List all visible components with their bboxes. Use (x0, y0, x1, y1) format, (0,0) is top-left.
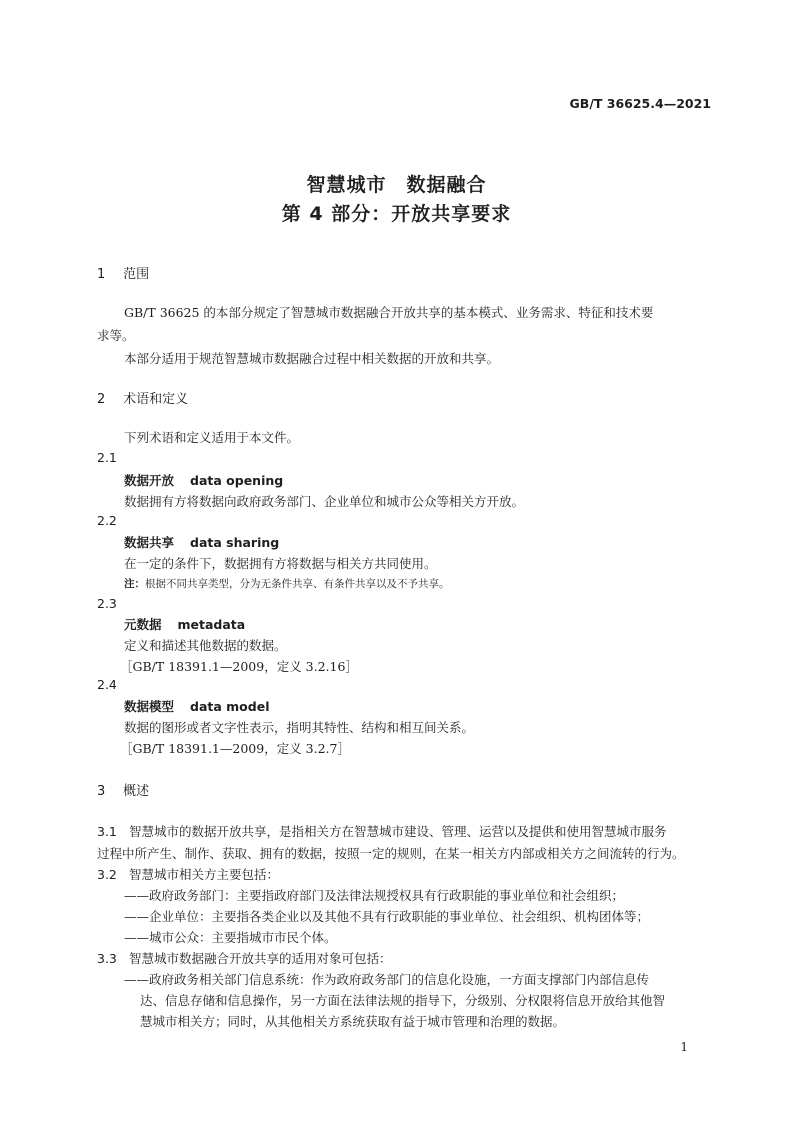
section-3-heading (97, 780, 149, 799)
document-title-line2: 第 4 部分：开放共享要求 (281, 203, 512, 225)
term-en: metadata (177, 617, 246, 632)
clause-text: 智慧城市相关方主要包括： (129, 867, 280, 882)
term-zh: 数据共享 (124, 535, 175, 550)
term-en: data opening (190, 473, 284, 488)
clause-3-3 (97, 949, 392, 967)
clause-number: 3.3 (97, 951, 117, 966)
section-title: 概述 (123, 784, 150, 799)
note-text: 根据不同共享类型，分为无条件共享、有条件共享以及不予共享。 (145, 578, 450, 590)
term-definition: 数据拥有方将数据向政府政务部门、企业单位和城市公众等相关方开放。 (124, 494, 525, 509)
section-2-heading (97, 388, 188, 407)
standard-code: GB/T 36625.4—2021 (569, 96, 711, 111)
clause-text: 智慧城市数据融合开放共享的适用对象可包括： (129, 951, 392, 966)
term-definition: 数据的图形或者文字性表示，指明其特性、结构和相互间关系。 (124, 720, 475, 735)
term-heading (124, 615, 245, 633)
clause-text: 智慧城市的数据开放共享，是指相关方在智慧城市建设、管理、运营以及提供和使用智慧城市服务 (129, 824, 667, 839)
term-number: 2.2 (97, 513, 117, 528)
list-item-continuation: 慧城市相关方；同时，从其他相关方系统获取有益于城市管理和治理的数据。 (140, 1014, 566, 1029)
term-source: ［GB/T 18391.1—2009，定义 3.2.7］ (120, 741, 350, 756)
list-item-continuation: 达、信息存储和信息操作，另一方面在法律法规的指导下，分级别、分权限将信息开放给其他智 (140, 993, 666, 1008)
term-heading (124, 533, 279, 551)
term-note (124, 576, 450, 591)
section-number: 3 (97, 784, 106, 799)
term-zh: 数据开放 (124, 473, 175, 488)
sec1-paragraph-1-line-1: GB/T 36625 的本部分规定了智慧城市数据融合开放共享的基本模式、业务需求、特征和技术要 (124, 305, 654, 320)
list-item: ——政府政务相关部门信息系统：作为政府政务部门的信息化设施，一方面支撑部门内部信息传 (124, 972, 650, 987)
section-number: 1 (97, 267, 106, 282)
sec1-paragraph-2: 本部分适用于规范智慧城市数据融合过程中相关数据的开放和共享。 (124, 351, 500, 366)
term-number: 2.1 (97, 450, 117, 465)
sec2-intro: 下列术语和定义适用于本文件。 (124, 430, 300, 445)
term-heading (124, 697, 269, 715)
term-zh: 数据模型 (124, 699, 175, 714)
clause-number: 3.1 (97, 824, 117, 839)
section-number: 2 (97, 392, 106, 407)
clause-3-2 (97, 865, 279, 883)
term-number: 2.3 (97, 596, 117, 611)
list-item: ——企业单位：主要指各类企业以及其他不具有行政职能的事业单位、社会组织、机构团体等； (124, 909, 650, 924)
term-en: data model (190, 699, 270, 714)
term-zh: 元数据 (124, 617, 162, 632)
term-number: 2.4 (97, 677, 117, 692)
term-en: data sharing (190, 535, 280, 550)
list-item: ——城市公众：主要指城市市民个体。 (124, 930, 337, 945)
term-definition: 定义和描述其他数据的数据。 (124, 638, 287, 653)
note-label: 注： (124, 578, 145, 590)
list-item: ——政府政务部门：主要指政府部门及法律法规授权具有行政职能的事业单位和社会组织； (124, 888, 625, 903)
clause-number: 3.2 (97, 867, 117, 882)
document-title-line1: 智慧城市 数据融合 (306, 174, 487, 196)
clause-3-1 (97, 822, 667, 840)
section-title: 术语和定义 (123, 392, 189, 407)
section-1-heading (97, 263, 149, 282)
term-source: ［GB/T 18391.1—2009，定义 3.2.16］ (120, 659, 358, 674)
page-number: 1 (680, 1040, 688, 1054)
clause-3-1-line-2: 过程中所产生、制作、获取、拥有的数据，按照一定的规则，在某一相关方内部或相关方之间流转的行为。 (97, 846, 685, 861)
sec1-paragraph-1-line-2: 求等。 (97, 328, 135, 343)
term-definition: 在一定的条件下，数据拥有方将数据与相关方共同使用。 (124, 556, 437, 571)
section-title: 范围 (123, 267, 150, 282)
term-heading (124, 471, 283, 489)
